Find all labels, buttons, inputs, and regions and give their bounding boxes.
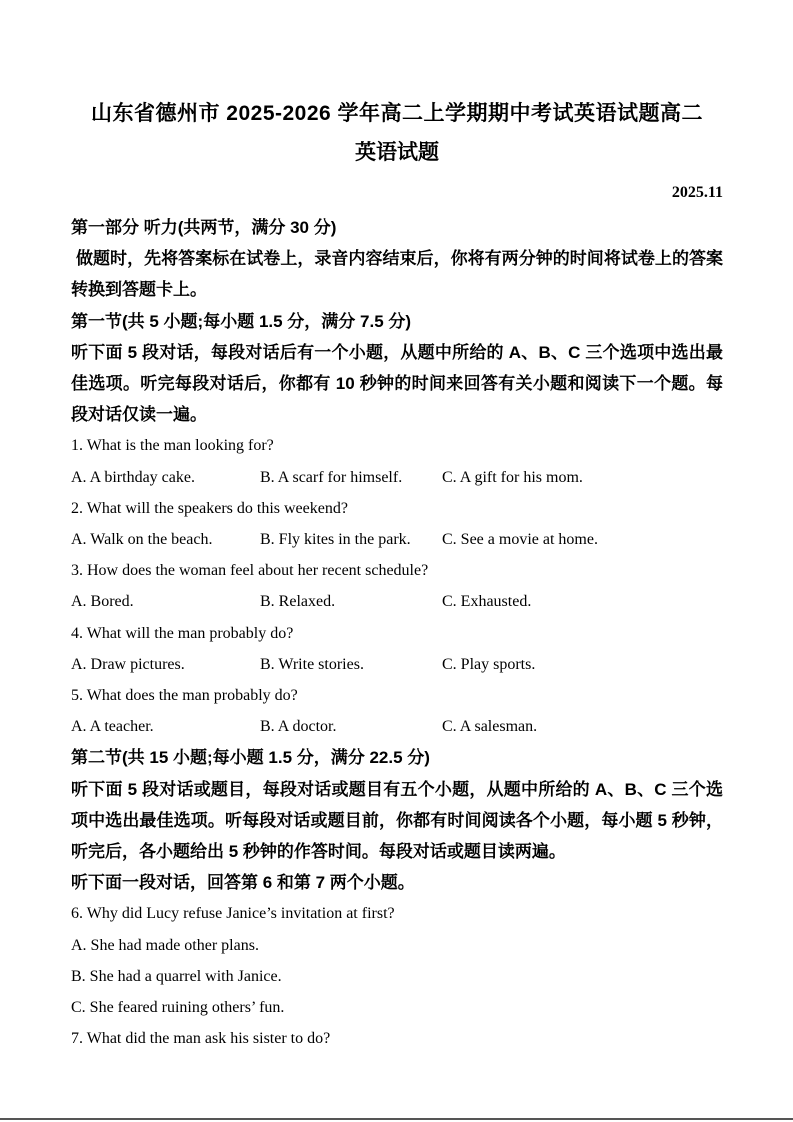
question-4-text: 4. What will the man probably do?: [71, 624, 294, 642]
option-b: B. Write stories.: [260, 655, 364, 673]
option-b: B. A doctor.: [260, 718, 337, 736]
section2-instructions: 听下面 5 段对话或题目，每段对话或题目有五个小题，从题中所给的 A、B、C 三个选项中选出最佳选项。听每段对话或题目前，你都有时间阅读各个小题，每小题 5 秒钟，听完后，各小题给出 5 秒钟的作答时间。每段对话或题目读两遍。: [71, 779, 723, 862]
option-c: C. A salesman.: [442, 718, 538, 736]
question-6-text: 6. Why did Lucy refuse Janice’s invitation at first?: [71, 905, 395, 923]
question-4-options: [71, 649, 723, 680]
part1-instructions: 做题时，先将答案标在试卷上，录音内容结束后，你将有两分钟的时间将试卷上的答案转换到答题卡上。: [71, 249, 723, 300]
question-2-options: [71, 524, 723, 555]
section1-instructions: 听下面 5 段对话，每段对话后有一个小题，从题中所给的 A、B、C 三个选项中选出最佳选项。听完每段对话后，你都有 10 秒钟的时间来回答有关小题和阅读下一个题。每段对话仅读一遍。: [71, 342, 723, 425]
question-5-text: 5. What does the man probably do?: [71, 687, 298, 705]
question-5: [71, 680, 723, 742]
question-5-options: [71, 711, 723, 742]
part1-header: 第一部分 听力(共两节，满分 30 分): [71, 218, 337, 237]
question-7-text: 7. What did the man ask his sister to do?: [71, 1030, 331, 1048]
option-b: B. Fly kites in the park.: [260, 531, 411, 549]
question-1-text: 1. What is the man looking for?: [71, 437, 274, 455]
option-b: B. A scarf for himself.: [260, 468, 403, 486]
option-c: C. Play sports.: [442, 655, 536, 673]
option-b: B. She had a quarrel with Janice.: [71, 967, 282, 985]
option-c: C. Exhausted.: [442, 593, 532, 611]
question-4: [71, 618, 723, 680]
question-1: [71, 430, 723, 492]
option-a: A. A teacher.: [71, 718, 154, 736]
option-a: A. A birthday cake.: [71, 468, 195, 486]
option-a: A. Draw pictures.: [71, 655, 185, 673]
question-3: [71, 555, 723, 617]
exam-body: [71, 212, 723, 1054]
option-c: C. A gift for his mom.: [442, 468, 583, 486]
option-c: C. She feared ruining others’ fun.: [71, 999, 285, 1017]
section1-header: 第一节(共 5 小题;每小题 1.5 分，满分 7.5 分): [71, 311, 412, 331]
question-3-text: 3. How does the woman feel about her recent schedule?: [71, 562, 429, 580]
exam-subtitle: 英语试题: [355, 141, 439, 164]
exam-date: 2025.11: [671, 184, 723, 201]
dialog-6-7-intro: 听下面一段对话，回答第 6 和第 7 两个小题。: [71, 873, 415, 893]
question-6: [71, 898, 723, 1023]
question-2-text: 2. What will the speakers do this weekend?: [71, 499, 348, 517]
option-a: A. Bored.: [71, 593, 134, 611]
question-2: [71, 493, 723, 555]
question-1-options: [71, 462, 723, 493]
section2-header: 第二节(共 15 小题;每小题 1.5 分，满分 22.5 分): [71, 748, 430, 768]
exam-title: 山东省德州市 2025-2026 学年高二上学期期中考试英语试题高二: [90, 102, 704, 125]
question-3-options: [71, 586, 723, 617]
option-c: C. See a movie at home.: [442, 531, 598, 549]
option-a: A. She had made other plans.: [71, 936, 259, 954]
page-bottom-edge: [0, 1118, 793, 1120]
option-a: A. Walk on the beach.: [71, 531, 213, 549]
option-b: B. Relaxed.: [260, 593, 336, 611]
